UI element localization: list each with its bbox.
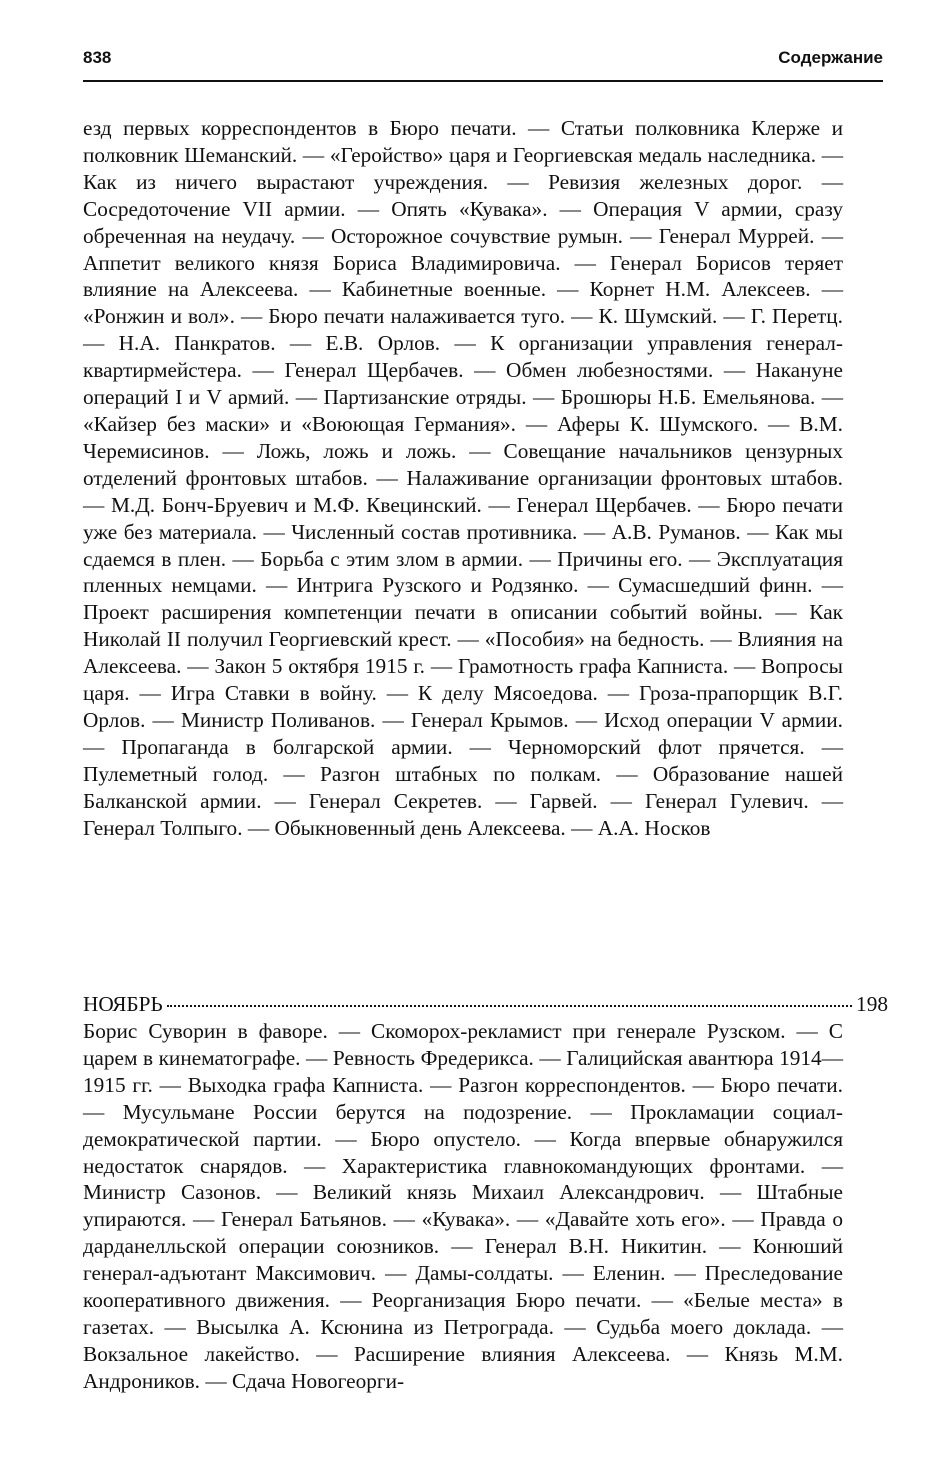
running-head [83, 48, 883, 74]
october-summary-paragraph: езд первых корреспондентов в Бюро печати. — Статьи полковника Клерже и полковник Шеманский. — «Геройство» царя и Георгиевская медаль наследника. — Как из ничего вырастают учреждения. — Ревизия железных дорог. — Сосредоточение VII армии. — Опять «Кувака». — Операция V армии, сразу обреченная на неудачу. — Осторожное сочувствие румын. — Генерал Муррей. — Аппетит великого князя Бориса Владимировича. — Генерал Борисов теряет влияние на Алексеева. — Кабинетные военные. — Корнет Н.М. Алексеев. — «Ронжин и вол». — Бюро печати налаживается туго. — К. Шумский. — Г. Перетц. — Н.А. Панкратов. — Е.В. Орлов. — К организации управления генерал-квартирмейстера. — Генерал Щербачев. — Обмен любезностями. — Накануне операций I и V армий. — Партизанские отряды. — Брошюры Н.Б. Емельянова. — «Кайзер без маски» и «Воюющая Германия». — Аферы К. Шумского. — В.М. Черемисинов. — Ложь, ложь и ложь. — Совещание начальников цензурных отделений фронтовых штабов. — Налаживание организации фронтовых штабов. — М.Д. Бонч-Бруевич и М.Ф. Квецинский. — Генерал Щербачев. — Бюро печати уже без материала. — Численный состав противника. — А.В. Руманов. — Как мы сдаемся в плен. — Борьба с этим злом в армии. — Причины его. — Эксплуатация пленных немцами. — Интрига Рузского и Родзянко. — Сумасшедший финн. — Проект расширения компетенции печати в описании событий войны. — Как Николай II получил Георгиевский крест. — «Пособия» на бедность. — Влияния на Алексеева. — Закон 5 октября 1915 г. — Грамотность графа Капниста. — Вопросы царя. — Игра Ставки в войну. — К делу Мясоедова. — Гроза-прапорщик В.Г. Орлов. — Министр Поливанов. — Генерал Крымов. — Исход операции V армии. — Пропаганда в болгарской армии. — Черноморский флот прячется. — Пулеметный голод. — Разгон штабных по полкам. — Образование нашей Балканской армии. — Генерал Секретев. — Гарвей. — Генерал Гулевич. — Генерал Толпыго. — Обыкновенный день Алексеева. — А.А. Носков [83, 116, 843, 840]
dot-leader [167, 1005, 852, 1007]
running-head-title: Содержание [778, 48, 883, 67]
toc-entry-title: НОЯБРЬ [83, 992, 163, 1016]
toc-entry-november [83, 991, 888, 1018]
page-number: 838 [83, 48, 112, 67]
november-summary-paragraph: Борис Суворин в фаворе. — Скоморох-рекламист при генерале Рузском. — С царем в кинематографе. — Ревность Фредерикса. — Галицийская авантюра 1914—1915 гг. — Выходка графа Капниста. — Разгон корреспондентов. — Бюро печати. — Мусульмане России берутся на подозрение. — Прокламации социал-демократической партии. — Бюро опустело. — Когда впервые обнаружился недостаток снарядов. — Характеристика главнокомандующих фронтами. — Министр Сазонов. — Великий князь Михаил Александрович. — Штабные упираются. — Генерал Батьянов. — «Кувака». — «Давайте хоть его». — Правда о дарданелльской операции союзников. — Генерал В.Н. Никитин. — Конюший генерал-адъютант Максимович. — Дамы-солдаты. — Еленин. — Преследование кооперативного движения. — Реорганизация Бюро печати. — «Белые места» в газетах. — Высылка А. Ксюнина из Петрограда. — Судьба моего доклада. — Вокзальное лакейство. — Расширение влияния Алексеева. — Князь М.М. Андроников. — Сдача Новогеорги- [83, 1019, 843, 1393]
header-rule [83, 80, 883, 82]
toc-entry-page-number: 198 [856, 992, 888, 1016]
